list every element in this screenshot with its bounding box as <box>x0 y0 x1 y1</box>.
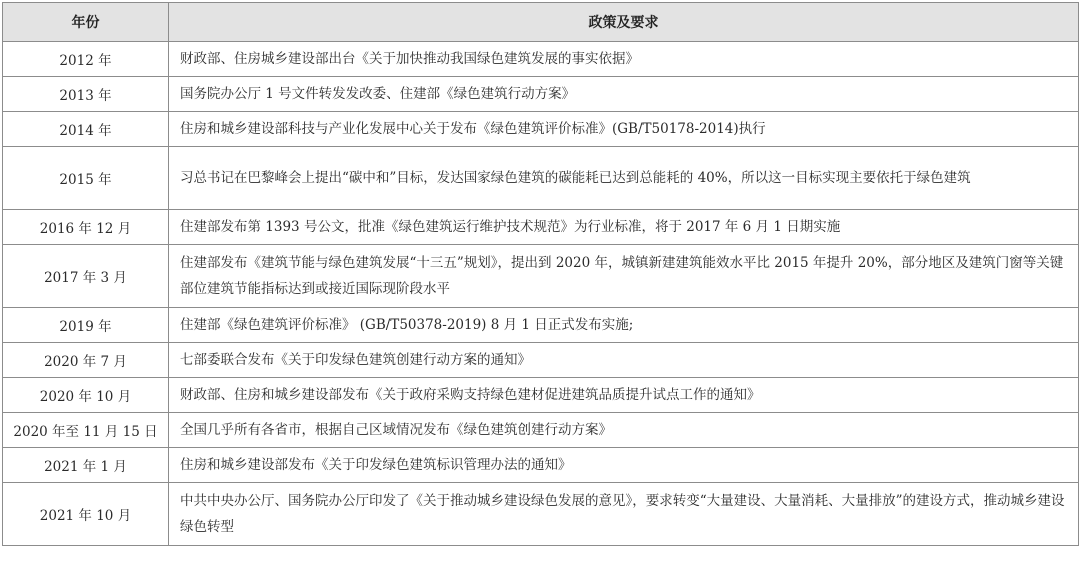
year-cell: 2020 年 10 月 <box>3 378 169 413</box>
policy-cell: 财政部、住房城乡建设部出台《关于加快推动我国绿色建筑发展的事实依据》 <box>169 42 1079 77</box>
policy-cell: 住建部发布第 1393 号公文，批准《绿色建筑运行维护技术规范》为行业标准，将于 2017 年 6 月 1 日期实施 <box>169 210 1079 245</box>
table-row <box>3 413 1079 448</box>
table-row <box>3 448 1079 483</box>
table-row <box>3 42 1079 77</box>
year-cell: 2021 年 10 月 <box>3 483 169 546</box>
policy-table-container <box>2 2 1079 546</box>
policy-cell: 住房和城乡建设部发布《关于印发绿色建筑标识管理办法的通知》 <box>169 448 1079 483</box>
year-cell: 2017 年 3 月 <box>3 245 169 308</box>
policy-cell: 住建部发布《建筑节能与绿色建筑发展“十三五”规划》，提出到 2020 年，城镇新建建筑能效水平比 2015 年提升 20%，部分地区及建筑门窗等关键部位建筑节能指标达到或接近国际现阶段水平 <box>169 245 1079 308</box>
policy-cell: 住房和城乡建设部科技与产业化发展中心关于发布《绿色建筑评价标准》(GB/T50178-2014)执行 <box>169 112 1079 147</box>
policy-cell: 国务院办公厅 1 号文件转发发改委、住建部《绿色建筑行动方案》 <box>169 77 1079 112</box>
header-row <box>3 3 1079 42</box>
year-cell: 2021 年 1 月 <box>3 448 169 483</box>
table-row <box>3 210 1079 245</box>
year-cell: 2016 年 12 月 <box>3 210 169 245</box>
table-row <box>3 483 1079 546</box>
year-cell: 2012 年 <box>3 42 169 77</box>
table-row <box>3 147 1079 210</box>
table-row <box>3 245 1079 308</box>
year-cell: 2019 年 <box>3 308 169 343</box>
policy-cell: 七部委联合发布《关于印发绿色建筑创建行动方案的通知》 <box>169 343 1079 378</box>
table-row <box>3 77 1079 112</box>
table-row <box>3 112 1079 147</box>
table-row <box>3 343 1079 378</box>
policy-cell: 财政部、住房和城乡建设部发布《关于政府采购支持绿色建材促进建筑品质提升试点工作的通知》 <box>169 378 1079 413</box>
policy-cell: 住建部《绿色建筑评价标准》 (GB/T50378-2019) 8 月 1 日正式发布实施; <box>169 308 1079 343</box>
year-cell: 2014 年 <box>3 112 169 147</box>
header-year: 年份 <box>3 3 169 42</box>
policy-cell: 习总书记在巴黎峰会上提出“碳中和”目标，发达国家绿色建筑的碳能耗已达到总能耗的 40%，所以这一目标实现主要依托于绿色建筑 <box>169 147 1079 210</box>
table-row <box>3 378 1079 413</box>
policy-cell: 中共中央办公厅、国务院办公厅印发了《关于推动城乡建设绿色发展的意见》，要求转变“大量建设、大量消耗、大量排放”的建设方式，推动城乡建设绿色转型 <box>169 483 1079 546</box>
year-cell: 2020 年至 11 月 15 日 <box>3 413 169 448</box>
year-cell: 2013 年 <box>3 77 169 112</box>
table-row <box>3 308 1079 343</box>
year-cell: 2015 年 <box>3 147 169 210</box>
policy-cell: 全国几乎所有各省市，根据自己区域情况发布《绿色建筑创建行动方案》 <box>169 413 1079 448</box>
year-cell: 2020 年 7 月 <box>3 343 169 378</box>
header-policy: 政策及要求 <box>169 3 1079 42</box>
policy-table <box>2 2 1079 546</box>
